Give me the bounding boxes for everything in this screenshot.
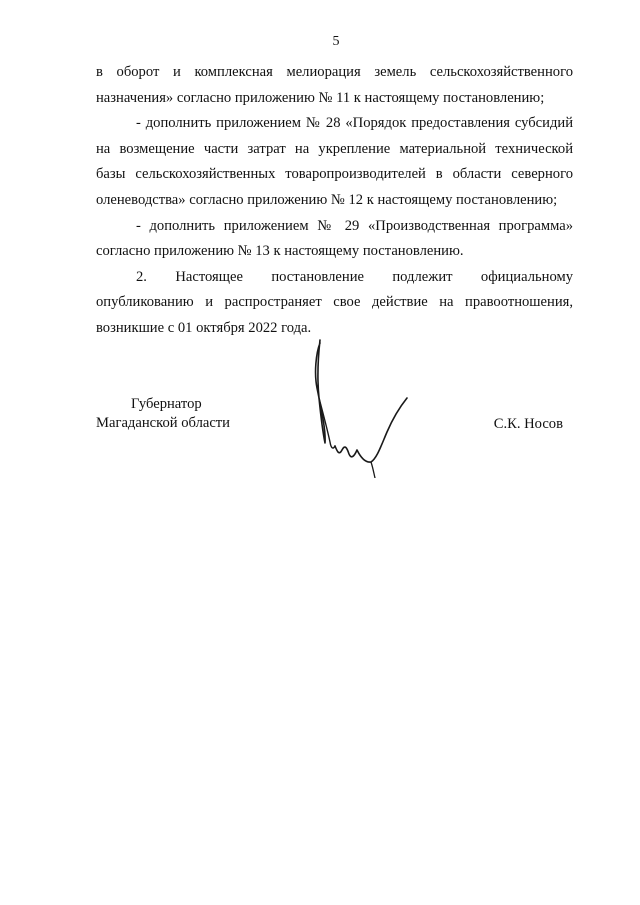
text-line: - дополнить приложением № 29 «Производственная программа» [136,217,573,234]
handwritten-signature [305,338,420,478]
text-line: базы сельскохозяйственных товаропроизводителей в области северного [96,166,573,183]
text-line: возникшие с 01 октября 2022 года. [96,319,312,336]
text-line: - дополнить приложением № 28 «Порядок предоставления субсидий [136,115,573,132]
paragraph-publication [96,265,573,342]
text-line: опубликованию и распространяет свое действие на правоотношения, [96,294,573,311]
document-body [96,60,573,342]
text-line: назначения» согласно приложению № 11 к настоящему постановлению; [96,89,545,106]
signatory-title-line2: Магаданской области [96,415,230,431]
paragraph-appendix-29 [96,214,573,265]
text-line: на возмещение части затрат на укрепление материальной технической [96,140,573,157]
signatory-name: С.К. Носов [493,416,563,432]
paragraph-appendix-28 [96,111,573,213]
text-line: в оборот и комплексная мелиорация земель сельскохозяйственного [96,64,573,80]
paragraph-continuation [96,60,573,111]
page-number: 5 [332,34,340,49]
text-line: согласно приложению № 13 к настоящему постановлению. [96,243,464,260]
text-line: оленеводства» согласно приложению № 12 к настоящему постановлению; [96,191,558,208]
signatory-title-line1: Губернатор [131,396,202,412]
signatory-title [96,395,246,433]
text-line: 2. Настоящее постановление подлежит официальному [136,268,573,285]
